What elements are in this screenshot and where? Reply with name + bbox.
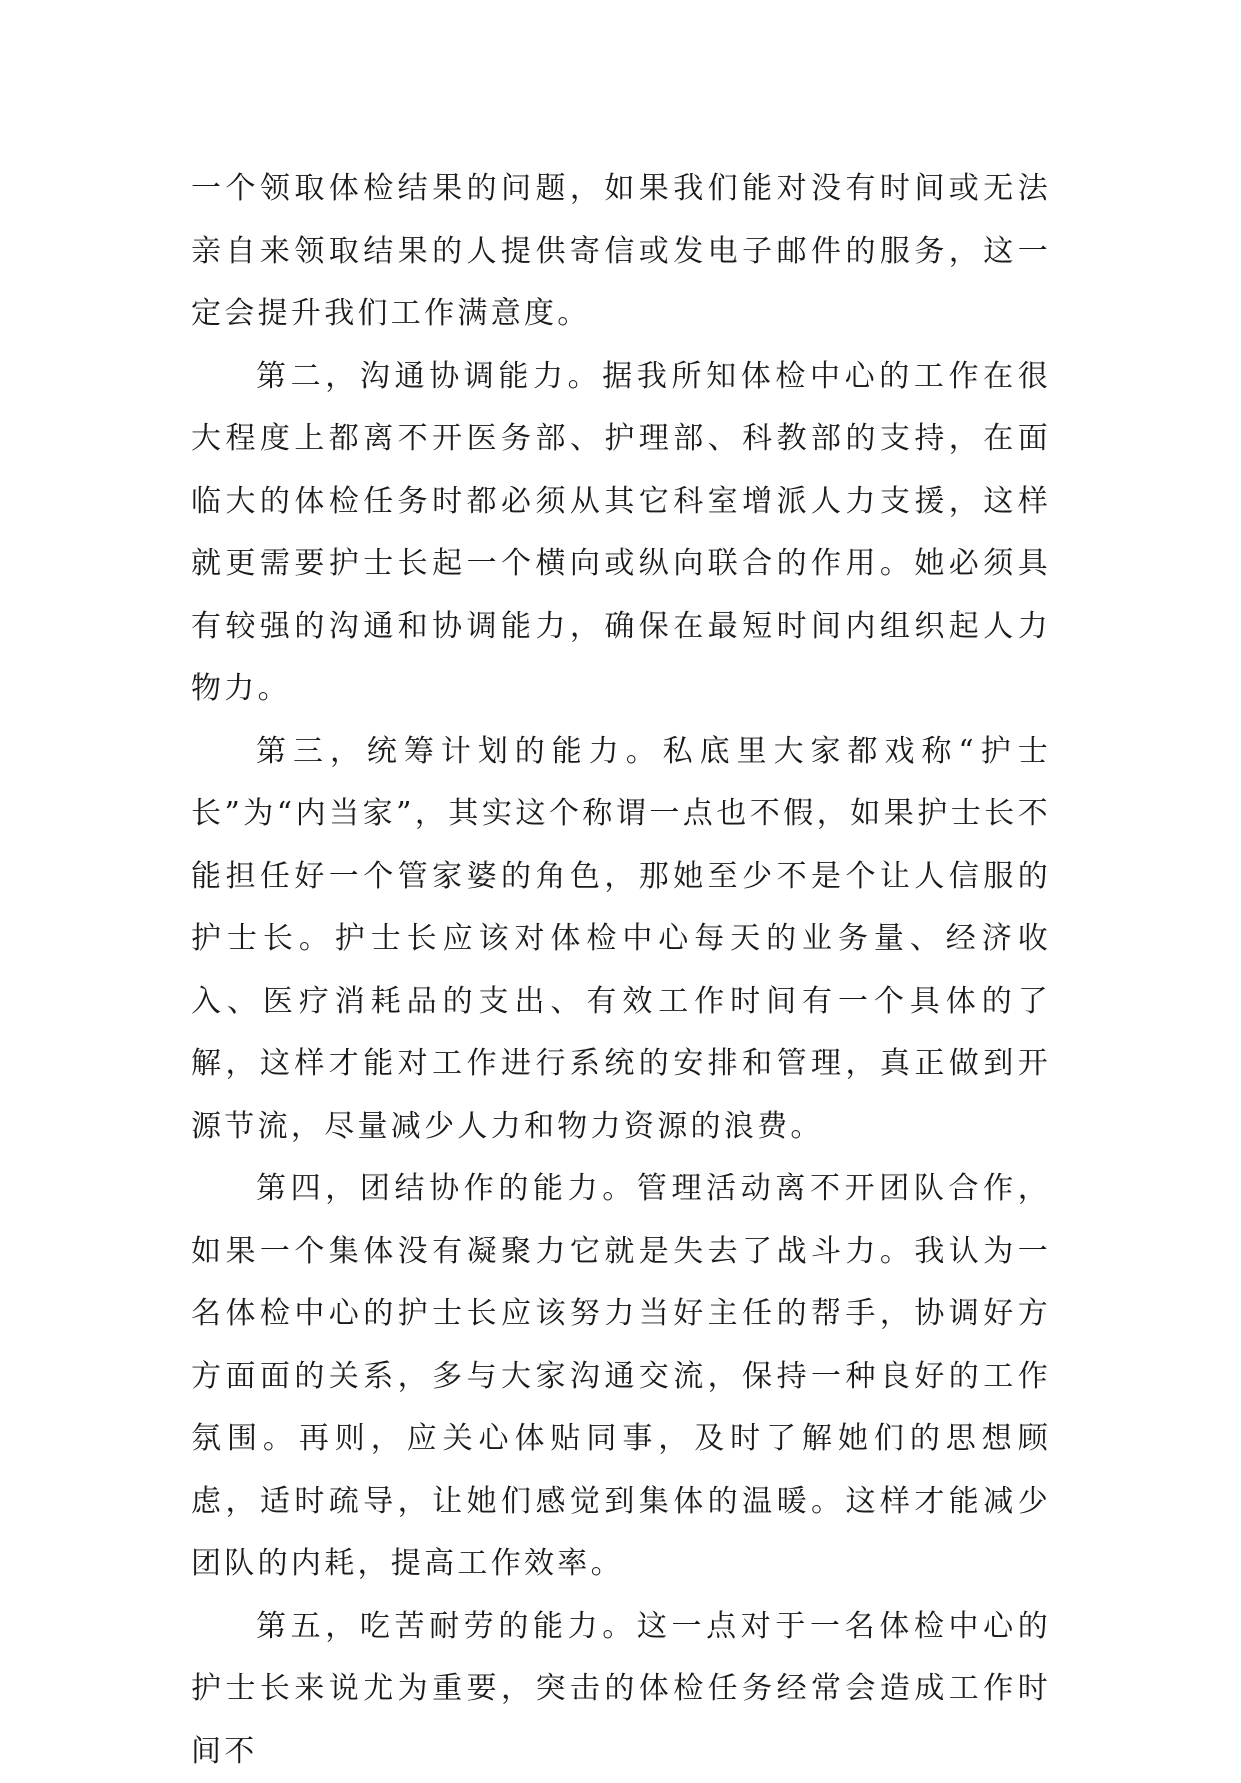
paragraph-endurance: 第五，吃苦耐劳的能力。这一点对于一名体检中心的护士长来说尤为重要，突击的体检任务经常会造成工作时间不 <box>191 1596 1051 1783</box>
body-text <box>191 158 1051 1783</box>
paragraph-communication: 第二，沟通协调能力。据我所知体检中心的工作在很大程度上都离不开医务部、护理部、科教部的支持，在面临大的体检任务时都必须从其它科室增派人力支援，这样就更需要护士长起一个横向或纵向联合的作用。她必须具有较强的沟通和协调能力，确保在最短时间内组织起人力物力。 <box>191 346 1051 721</box>
paragraph-planning: 第三，统筹计划的能力。私底里大家都戏称“护士长”为“内当家”，其实这个称谓一点也不假，如果护士长不能担任好一个管家婆的角色，那她至少不是个让人信服的护士长。护士长应该对体检中心每天的业务量、经济收入、医疗消耗品的支出、有效工作时间有一个具体的了解，这样才能对工作进行系统的安排和管理，真正做到开源节流，尽量减少人力和物力资源的浪费。 <box>191 721 1051 1159</box>
paragraph-teamwork: 第四，团结协作的能力。管理活动离不开团队合作，如果一个集体没有凝聚力它就是失去了战斗力。我认为一名体检中心的护士长应该努力当好主任的帮手，协调好方方面面的关系，多与大家沟通交流，保持一种良好的工作氛围。再则，应关心体贴同事，及时了解她们的思想顾虑，适时疏导，让她们感觉到集体的温暖。这样才能减少团队的内耗，提高工作效率。 <box>191 1158 1051 1596</box>
paragraph-continuation: 一个领取体检结果的问题，如果我们能对没有时间或无法亲自来领取结果的人提供寄信或发电子邮件的服务，这一定会提升我们工作满意度。 <box>191 158 1051 346</box>
